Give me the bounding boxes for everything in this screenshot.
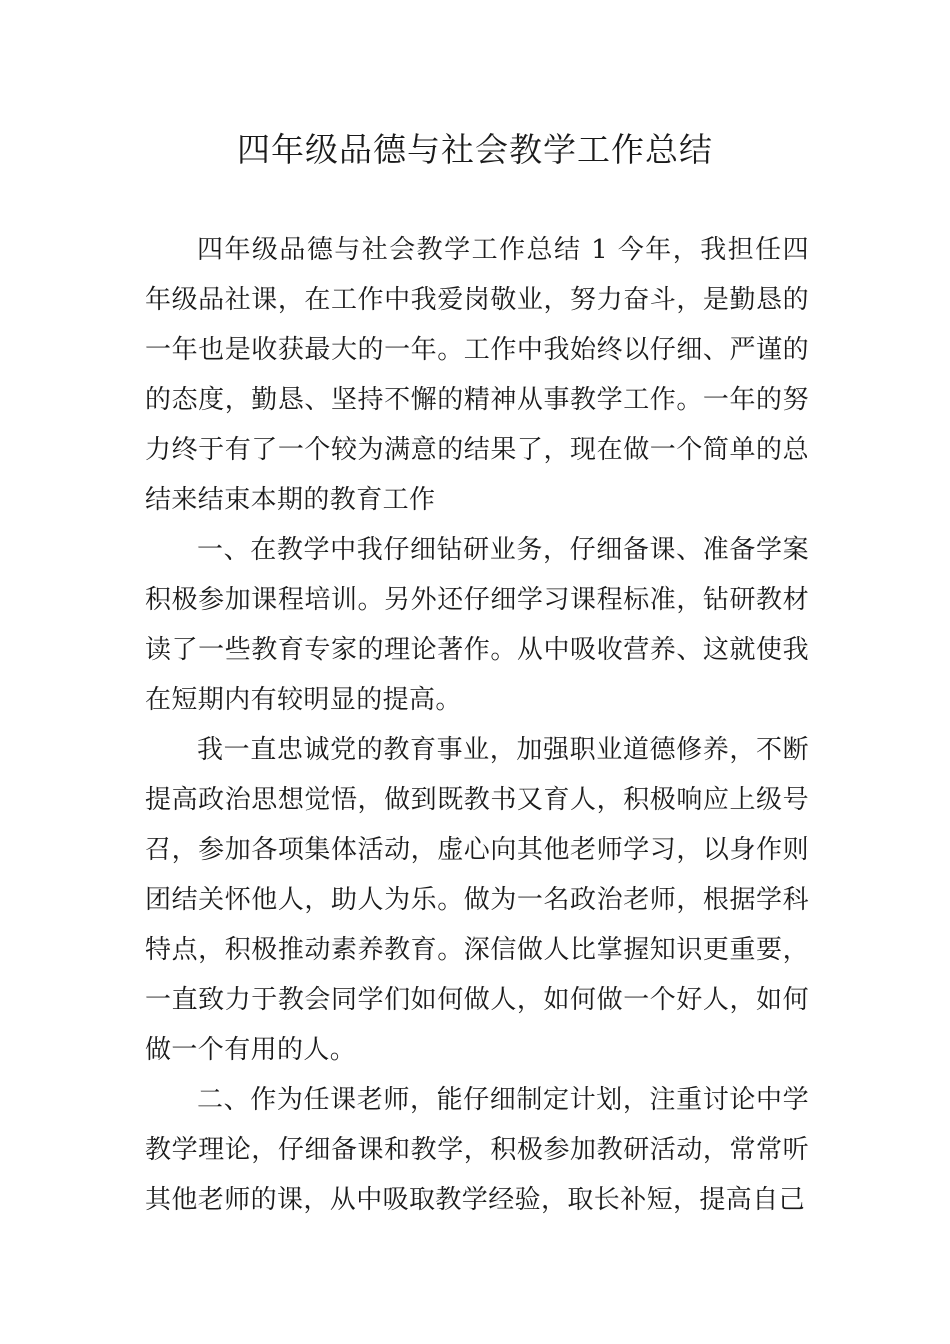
document-title: 四年级品德与社会教学工作总结 [237, 130, 713, 169]
paragraph-section-two: 二、作为任课老师，能仔细制定计划，注重讨论中学教学理论，仔细备课和教学，积极参加教研活动，常常听其他老师的课，从中吸取教学经验，取长补短，提高自己 [145, 1085, 809, 1215]
document-body [145, 225, 809, 1225]
paragraph-section-one: 一、在教学中我仔细钻研业务，仔细备课、准备学案积极参加课程培训。另外还仔细学习课程标准，钻研教材读了一些教育专家的理论著作。从中吸收营养、这就使我在短期内有较明显的提高。 [145, 535, 809, 715]
paragraph-ethics: 我一直忠诚党的教育事业，加强职业道德修养，不断提高政治思想觉悟，做到既教书又育人，积极响应上级号召，参加各项集体活动，虚心向其他老师学习，以身作则团结关怀他人，助人为乐。做为一名政治老师，根据学科特点，积极推动素养教育。深信做人比掌握知识更重要，一直致力于教会同学们如何做人，如何做一个好人，如何做一个有用的人。 [145, 735, 809, 1065]
paragraph-intro: 四年级品德与社会教学工作总结 1 今年，我担任四年级品社课，在工作中我爱岗敬业，努力奋斗，是勤恳的一年也是收获最大的一年。工作中我始终以仔细、严谨的的态度，勤恳、坚持不懈的精神从事教学工作。一年的努力终于有了一个较为满意的结果了，现在做一个简单的总结来结束本期的教育工作 [145, 235, 809, 515]
